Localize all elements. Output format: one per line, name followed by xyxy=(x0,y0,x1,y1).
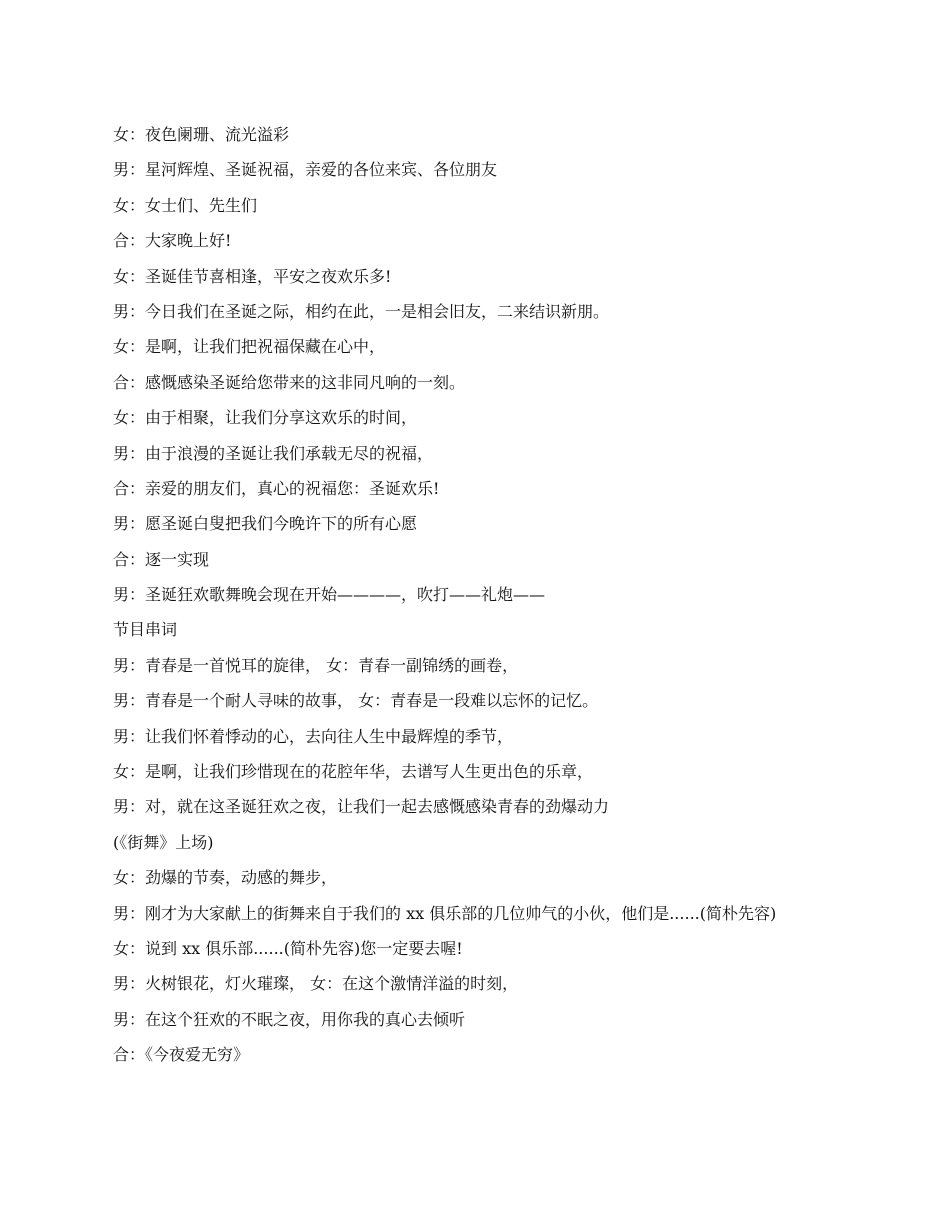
text-line: 合：大家晚上好! xyxy=(113,231,232,251)
text-line: 女：由于相聚，让我们分享这欢乐的时间， xyxy=(113,408,418,428)
text-line: 女：是啊，让我们把祝福保藏在心中， xyxy=(113,337,386,357)
text-line: 女：圣诞佳节喜相逢，平安之夜欢乐多! xyxy=(113,266,392,286)
text-line: 男：火树银花，灯火璀璨， 女：在这个激情洋溢的时刻， xyxy=(113,974,519,994)
text-line: 女：女士们、先生们 xyxy=(113,195,258,215)
text-line: 合：感慨感染圣诞给您带来的这非同凡响的一刻。 xyxy=(113,372,466,392)
section-heading: 节目串词 xyxy=(113,620,178,640)
text-line: 男：星河辉煌、圣诞祝福，亲爱的各位来宾、各位朋友 xyxy=(113,160,498,180)
text-line: 女：说到 xx 俱乐部......(简朴先容)您一定要去喔! xyxy=(113,938,463,958)
text-line: 合：逐一实现 xyxy=(113,549,210,569)
text-line: 男：由于浪漫的圣诞让我们承载无尽的祝福， xyxy=(113,443,434,463)
text-line: 女：劲爆的节奏，动感的舞步， xyxy=(113,868,338,888)
text-line: 男：让我们怀着悸动的心，去向往人生中最辉煌的季节， xyxy=(113,726,514,746)
text-line: 男：愿圣诞白叟把我们今晚许下的所有心愿 xyxy=(113,514,418,534)
text-line: 男：青春是一首悦耳的旋律， 女：青春一副锦绣的画卷， xyxy=(113,655,519,675)
text-line: 女：是啊，让我们珍惜现在的花腔年华，去谱写人生更出色的乐章， xyxy=(113,762,594,782)
text-line: 男：在这个狂欢的不眠之夜，用你我的真心去倾听 xyxy=(113,1009,466,1029)
text-line: 女：夜色阑珊、流光溢彩 xyxy=(113,125,290,144)
text-line: 男：圣诞狂欢歌舞晚会现在开始————，吹打——礼炮—— xyxy=(113,585,546,605)
text-line: 男：今日我们在圣诞之际，相约在此，一是相会旧友，二来结识新朋。 xyxy=(113,301,610,321)
text-line: 男：对，就在这圣诞狂欢之夜，让我们一起去感慨感染青春的劲爆动力 xyxy=(113,797,610,817)
document-body xyxy=(113,124,833,1080)
text-line: 男：刚才为大家献上的街舞来自于我们的 xx 俱乐部的几位帅气的小伙，他们是......(简朴先容) xyxy=(113,903,777,923)
text-line: 男：青春是一个耐人寻味的故事， 女：青春是一段难以忘怀的记忆。 xyxy=(113,691,599,711)
text-line: 合：亲爱的朋友们，真心的祝福您：圣诞欢乐! xyxy=(113,478,440,498)
text-line: 合：《今夜爱无穷》 xyxy=(113,1045,250,1065)
stage-direction: (《街舞》上场) xyxy=(113,832,214,852)
